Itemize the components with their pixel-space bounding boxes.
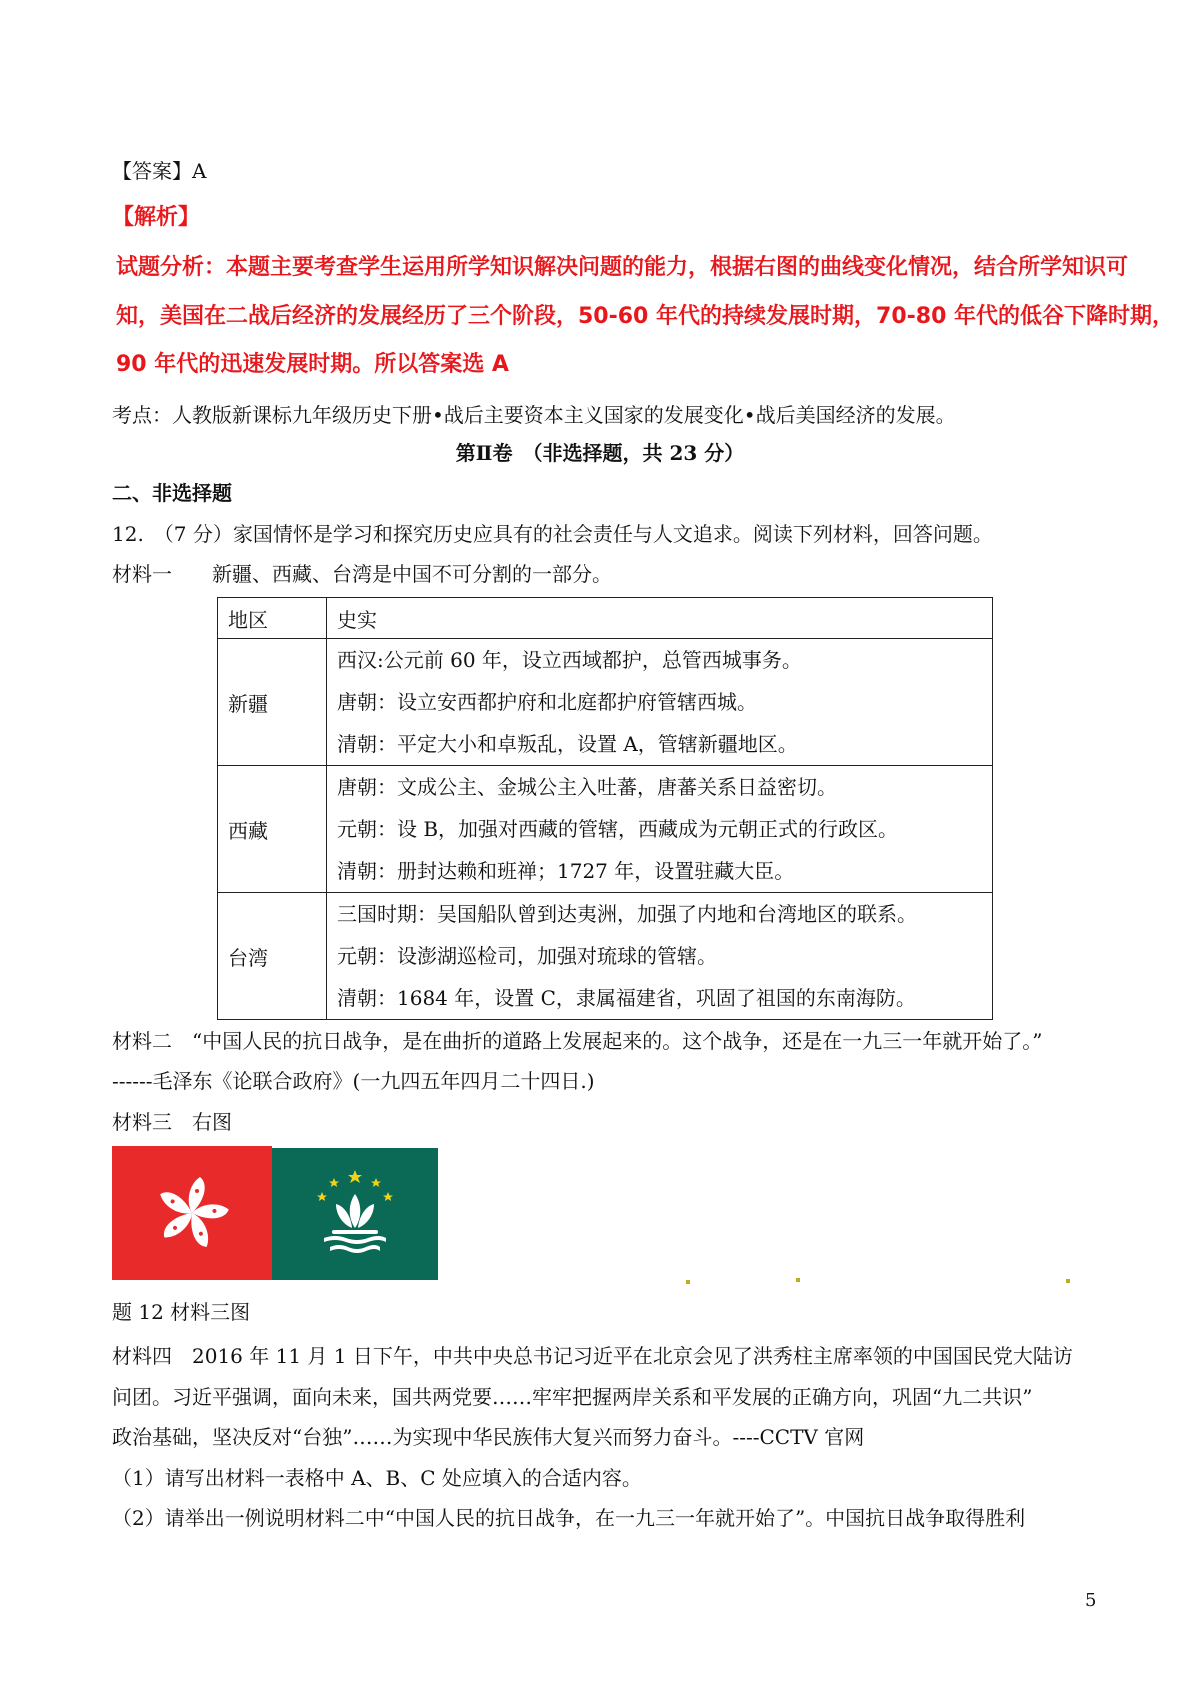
hong-kong-flag-image [112,1146,272,1280]
fact-line: 清朝：平定大小和卓叛乱，设置 A，管辖新疆地区。 [337,732,798,756]
analysis-tag: 【解析】 [112,205,201,230]
table-row [218,639,993,766]
table-header-row [218,598,993,639]
table-header-facts: 史实 [327,598,993,639]
table-row [218,766,993,893]
fact-line: 元朝：设澎湖巡检司，加强对琉球的管辖。 [337,944,717,968]
fact-line: 元朝：设 B，加强对西藏的管辖，西藏成为元朝正式的行政区。 [337,817,899,841]
decorative-dot [686,1280,690,1284]
decorative-dot [1066,1279,1070,1283]
lotus-icon [272,1148,438,1280]
kaodian-line: 考点：人教版新课标九年级历史下册•战后主要资本主义国家的发展变化•战后美国经济的发展。 [112,403,956,427]
bauhinia-icon [112,1146,272,1280]
fact-line: 清朝：册封达赖和班禅；1727 年，设置驻藏大臣。 [337,859,795,883]
sub-question-2: （2）请举出一例说明材料二中“中国人民的抗日战争，在一九三一年就开始了”。中国抗日战争取得胜利 [112,1506,1026,1530]
region-cell: 台湾 [218,893,327,1020]
macau-flag-image [272,1148,438,1280]
material-3-label: 材料三 右图 [112,1110,232,1134]
fact-line: 唐朝：文成公主、金城公主入吐蕃，唐蕃关系日益密切。 [337,775,837,799]
analysis-line-2: 知，美国在二战后经济的发展经历了三个阶段，50-60 年代的持续发展时期，70-80 年代的低谷下降时期， [116,304,1175,329]
sub-question-1: （1）请写出材料一表格中 A、B、C 处应填入的合适内容。 [112,1466,642,1490]
analysis-line-1: 试题分析：本题主要考查学生运用所学知识解决问题的能力，根据右图的曲线变化情况，结合所学知识可 [116,255,1129,280]
table-row [218,893,993,1020]
analysis-line-3: 90 年代的迅速发展时期。所以答案选 A [116,352,509,377]
fact-line: 唐朝：设立安西都护府和北庭都护府管辖西城。 [337,690,757,714]
fact-line: 西汉:公元前 60 年，设立西域都护，总管西城事务。 [337,648,802,672]
material-3-caption: 题 12 材料三图 [112,1300,251,1324]
material-2-text: 材料二 “中国人民的抗日战争，是在曲折的道路上发展起来的。这个战争，还是在一九三一年就开始了。” [112,1029,1043,1053]
material-4-line-1: 材料四 2016 年 11 月 1 日下午，中共中央总书记习近平在北京会见了洪秀柱主席率领的中国国民党大陆访 [112,1344,1073,1368]
volume-title: 第Ⅱ卷 （非选择题，共 23 分） [455,441,745,465]
facts-cell [327,766,993,893]
page-number: 5 [1085,1590,1097,1611]
material-1-label: 材料一 新疆、西藏、台湾是中国不可分割的一部分。 [112,562,612,586]
region-cell: 西藏 [218,766,327,893]
section-heading: 二、非选择题 [112,481,232,505]
question-12-stem: 12. （7 分）家国情怀是学习和探究历史应具有的社会责任与人文追求。阅读下列材料，回答问题。 [112,522,993,546]
material-4-line-2: 问团。习近平强调，面向未来，国共两党要……牢牢把握两岸关系和平发展的正确方向，巩固“九二共识” [112,1385,1033,1409]
material-2-source: ------毛泽东《论联合政府》(一九四五年四月二十四日.) [112,1069,595,1093]
material-4-line-3: 政治基础，坚决反对“台独”……为实现中华民族伟大复兴而努力奋斗。----CCTV 官网 [112,1425,865,1449]
facts-cell [327,893,993,1020]
history-table [217,597,993,1020]
fact-line: 三国时期：吴国船队曾到达夷洲，加强了内地和台湾地区的联系。 [337,902,917,926]
facts-cell [327,639,993,766]
table-header-region: 地区 [218,598,327,639]
fact-line: 清朝：1684 年，设置 C，隶属福建省，巩固了祖国的东南海防。 [337,986,916,1010]
decorative-dot [796,1278,800,1282]
answer-line: 【答案】A [112,159,207,183]
region-cell: 新疆 [218,639,327,766]
